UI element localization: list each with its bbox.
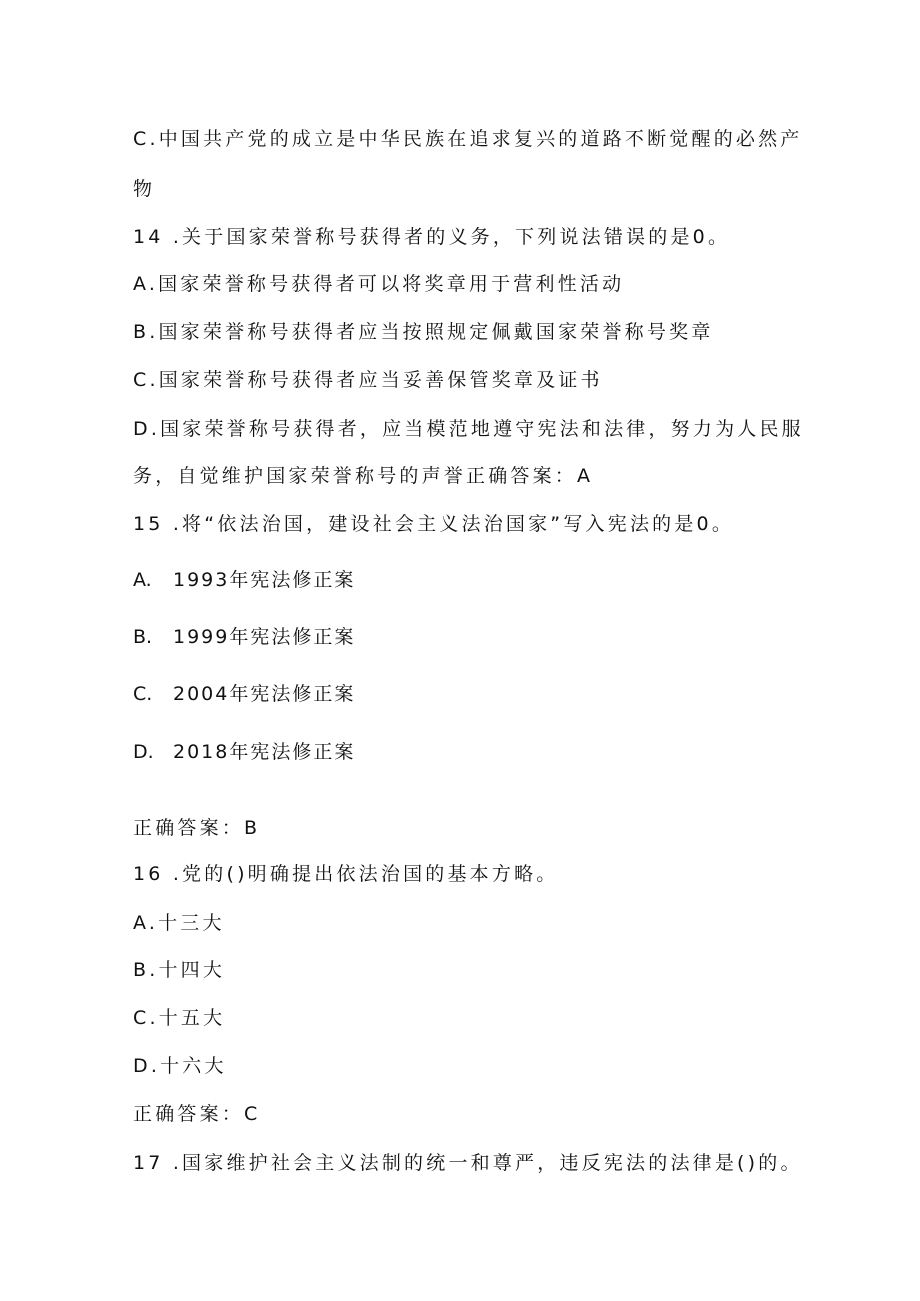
- q13-option-c-line1: C.中国共产党的成立是中华民族在追求复兴的道路不断觉醒的必然产: [133, 128, 803, 150]
- q15-option-b-text: 1999年宪法修正案: [173, 626, 356, 648]
- q17-stem: 17 .国家维护社会主义法制的统一和尊严，违反宪法的法律是()的。: [133, 1152, 803, 1174]
- q14-stem: 14 .关于国家荣誉称号获得者的义务，下列说法错误的是0。: [133, 226, 731, 248]
- q14-option-c: C.国家荣誉称号获得者应当妥善保管奖章及证书: [133, 369, 603, 391]
- q15-option-c-text: 2004年宪法修正案: [173, 683, 356, 705]
- q15-option-d-label: D.: [133, 741, 154, 763]
- q15-option-d: [133, 739, 355, 765]
- q15-option-a-label: A.: [133, 569, 152, 591]
- q16-answer: 正确答案：C: [133, 1103, 261, 1125]
- q15-option-a: [133, 567, 355, 593]
- q16-option-b: B.十四大: [133, 959, 226, 981]
- q14-option-a: A.国家荣誉称号获得者可以将奖章用于营利性活动: [133, 273, 625, 295]
- q15-option-a-text: 1993年宪法修正案: [173, 569, 356, 591]
- q14-option-d-line2: 务，自觉维护国家荣誉称号的声誉正确答案：A: [133, 465, 594, 487]
- q14-option-b: B.国家荣誉称号获得者应当按照规定佩戴国家荣誉称号奖章: [133, 321, 714, 343]
- q15-option-d-text: 2018年宪法修正案: [173, 741, 356, 763]
- q14-option-d-line1: D.国家荣誉称号获得者，应当模范地遵守宪法和法律，努力为人民服: [133, 418, 804, 440]
- q15-option-b-label: B.: [133, 626, 153, 648]
- q16-stem: 16 .党的()明确提出依法治国的基本方略。: [133, 863, 559, 885]
- q13-option-c-line2: 物: [133, 178, 156, 200]
- q15-stem: 15 .将“依法治国，建设社会主义法治国家”写入宪法的是0。: [133, 513, 735, 535]
- q16-option-d: D.十六大: [133, 1055, 227, 1077]
- q15-option-c-label: C.: [133, 683, 153, 705]
- q16-option-a: A.十三大: [133, 912, 225, 934]
- q15-answer: 正确答案：B: [133, 817, 261, 839]
- q15-option-c: [133, 681, 355, 707]
- q16-option-c: C.十五大: [133, 1007, 226, 1029]
- q15-option-b: [133, 624, 355, 650]
